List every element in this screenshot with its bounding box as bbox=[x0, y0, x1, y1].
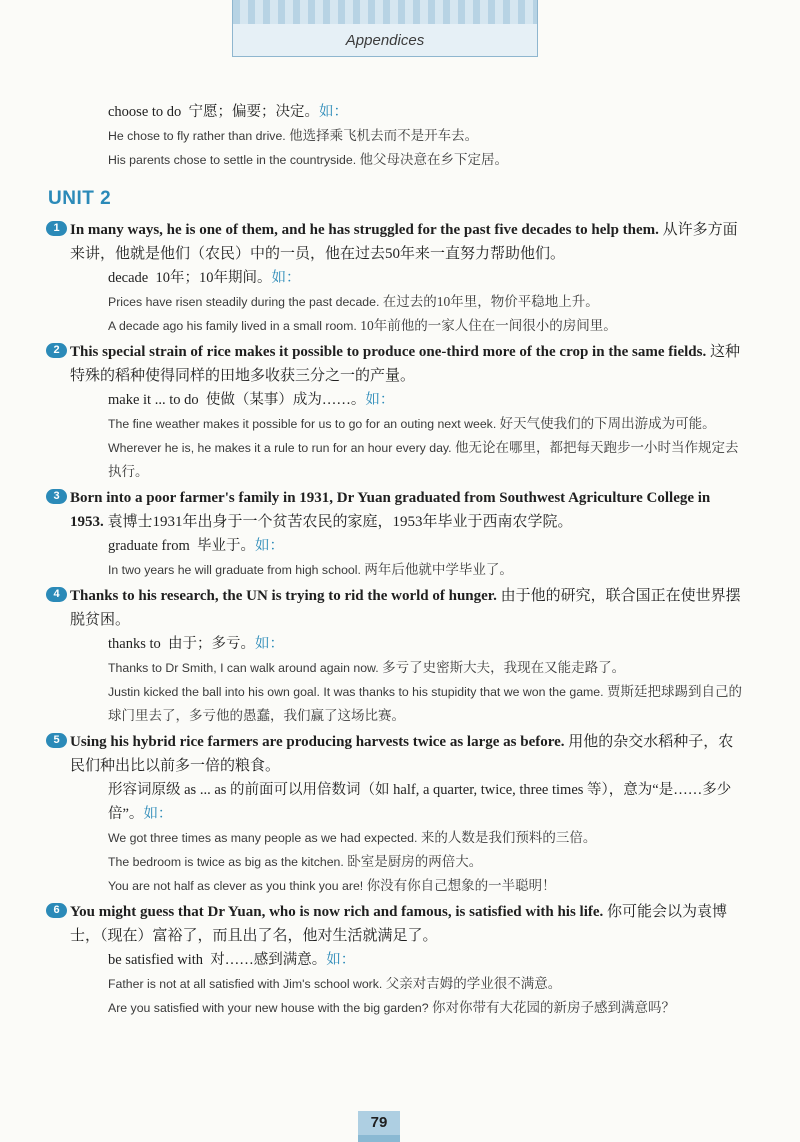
example-cn: 贾斯廷把球踢到自己的球门里去了，多亏他的愚蠢，我们赢了这场比赛。 bbox=[108, 684, 742, 723]
section-title: Appendices bbox=[345, 32, 425, 49]
item-sentence-cn: 从许多方面来讲，他就是他们（农民）中的一员，他在过去50年来一直努力帮助他们。 bbox=[70, 222, 738, 262]
item-examples bbox=[46, 266, 746, 338]
example-en: The bedroom is twice as big as the kitchen. bbox=[108, 855, 344, 869]
phrase: thanks to bbox=[108, 636, 161, 652]
item-sentence-cn: 由于他的研究，联合国正在使世界摆脱贫困。 bbox=[70, 588, 741, 628]
note-item bbox=[46, 486, 746, 582]
item-sentence-cn: 这种特殊的稻种使得同样的田地多收获三分之一的产量。 bbox=[70, 344, 740, 384]
example-en: His parents chose to settle in the countryside. bbox=[108, 153, 357, 167]
example-cn: 在过去的10年里，物价平稳地上升。 bbox=[382, 294, 599, 309]
item-heading bbox=[70, 218, 746, 266]
phrase: be satisfied with bbox=[108, 952, 204, 968]
example-sentence bbox=[108, 412, 746, 436]
example-sentence bbox=[108, 996, 746, 1020]
example-sentence bbox=[108, 290, 746, 314]
example-cn: 他无论在哪里，都把每天跑步一小时当作规定去执行。 bbox=[108, 440, 739, 479]
phrase-line bbox=[108, 778, 746, 826]
item-sentence-en: Born into a poor farmer's family in 1931, Dr Yuan graduated from Southwest Agriculture College in 1953. bbox=[70, 490, 711, 530]
item-examples bbox=[46, 388, 746, 484]
example-sentence bbox=[108, 558, 746, 582]
note-item bbox=[46, 218, 746, 338]
phrase: graduate from bbox=[108, 538, 190, 554]
phrase: 形容词原级 as ... as 的前面可以用倍数词（如 half, a quarter, twice, three times 等），意为“是……多少倍”。 bbox=[108, 782, 732, 822]
example-cn: 10年前他的一家人住在一间很小的房间里。 bbox=[360, 318, 617, 333]
item-examples bbox=[46, 948, 746, 1020]
item-number-badge: 4 bbox=[46, 587, 67, 602]
example-en: Wherever he is, he makes it a rule to run for an hour every day. bbox=[108, 441, 452, 455]
item-heading bbox=[70, 340, 746, 388]
item-examples bbox=[46, 778, 746, 898]
unit-title: UNIT 2 bbox=[48, 188, 112, 209]
item-number-badge: 6 bbox=[46, 903, 67, 918]
example-cn: 他选择乘飞机去而不是开车去。 bbox=[289, 128, 479, 143]
example-en: Justin kicked the ball into his own goal. It was thanks to his stupidity that we won the game. bbox=[108, 685, 604, 699]
example-sentence bbox=[108, 124, 746, 148]
example-cn: 父亲对吉姆的学业很不满意。 bbox=[385, 976, 562, 991]
example-sentence bbox=[108, 874, 746, 898]
item-number-badge: 3 bbox=[46, 489, 67, 504]
example-cn: 两年后他就中学毕业了。 bbox=[364, 562, 513, 577]
phrase: decade bbox=[108, 270, 149, 286]
page-number: 79 bbox=[358, 1111, 400, 1135]
note-item bbox=[46, 900, 746, 1020]
note-item bbox=[46, 584, 746, 728]
example-en: Prices have risen steadily during the past decade. bbox=[108, 295, 380, 309]
item-examples bbox=[46, 534, 746, 582]
item-heading bbox=[70, 900, 746, 948]
example-cn: 多亏了史密斯大夫，我现在又能走路了。 bbox=[382, 660, 626, 675]
example-sentence bbox=[108, 972, 746, 996]
example-sentence bbox=[108, 850, 746, 874]
example-marker: 如： bbox=[255, 636, 285, 652]
phrase-line bbox=[108, 632, 746, 656]
example-en: A decade ago his family lived in a small room. bbox=[108, 319, 357, 333]
note-item bbox=[46, 340, 746, 484]
example-sentence bbox=[108, 680, 746, 728]
phrase-line bbox=[108, 534, 746, 558]
page-content bbox=[46, 100, 746, 1020]
phrase-meaning: 毕业于。 bbox=[196, 538, 255, 554]
example-marker: 如： bbox=[319, 104, 349, 120]
example-sentence bbox=[108, 826, 746, 850]
example-en: The fine weather makes it possible for us to go for an outing next week. bbox=[108, 417, 497, 431]
example-en: Thanks to Dr Smith, I can walk around again now. bbox=[108, 661, 379, 675]
example-marker: 如： bbox=[254, 538, 284, 554]
phrase-meaning: 10年；10年期间。 bbox=[155, 270, 272, 286]
example-en: He chose to fly rather than drive. bbox=[108, 129, 286, 143]
example-marker: 如： bbox=[365, 392, 395, 408]
item-heading bbox=[70, 486, 746, 534]
item-heading bbox=[70, 730, 746, 778]
item-sentence-en: In many ways, he is one of them, and he has struggled for the past five decades to help them. bbox=[70, 222, 659, 238]
example-cn: 你没有你自己想象的一半聪明！ bbox=[366, 878, 556, 893]
example-en: Are you satisfied with your new house with the big garden? bbox=[108, 1001, 429, 1015]
item-sentence-en: You might guess that Dr Yuan, who is now rich and famous, is satisfied with his life. bbox=[70, 904, 604, 920]
phrase-line bbox=[108, 948, 746, 972]
example-sentence bbox=[108, 148, 746, 172]
item-heading bbox=[70, 584, 746, 632]
item-number-badge: 5 bbox=[46, 733, 67, 748]
phrase-line bbox=[108, 100, 746, 124]
item-number-badge: 1 bbox=[46, 221, 67, 236]
example-sentence bbox=[108, 656, 746, 680]
example-marker: 如： bbox=[271, 270, 301, 286]
example-cn: 来的人数是我们预料的三倍。 bbox=[420, 830, 597, 845]
banner-decoration bbox=[233, 0, 537, 24]
item-sentence-cn: 用他的杂交水稻种子，农民们种出比以前多一倍的粮食。 bbox=[70, 734, 734, 774]
example-en: You are not half as clever as you think you are! bbox=[108, 879, 364, 893]
phrase-meaning: 对……感到满意。 bbox=[210, 952, 327, 968]
example-marker: 如： bbox=[143, 806, 173, 822]
phrase-line bbox=[108, 388, 746, 412]
example-en: Father is not at all satisfied with Jim's school work. bbox=[108, 977, 383, 991]
item-number-badge: 2 bbox=[46, 343, 67, 358]
phrase: choose to do bbox=[108, 104, 182, 120]
page-number-strip bbox=[358, 1135, 400, 1142]
intro-block bbox=[46, 100, 746, 172]
item-sentence-en: Thanks to his research, the UN is trying to rid the world of hunger. bbox=[70, 588, 497, 604]
example-marker: 如： bbox=[326, 952, 356, 968]
example-cn: 好天气使我们的下周出游成为可能。 bbox=[499, 416, 716, 431]
phrase-line bbox=[108, 266, 746, 290]
item-sentence-en: This special strain of rice makes it possible to produce one-third more of the crop in the same fields. bbox=[70, 344, 707, 360]
item-sentence-en: Using his hybrid rice farmers are producing harvests twice as large as before. bbox=[70, 734, 565, 750]
example-cn: 他父母决意在乡下定居。 bbox=[359, 152, 509, 167]
example-en: In two years he will graduate from high school. bbox=[108, 563, 361, 577]
phrase-meaning: 由于；多亏。 bbox=[168, 636, 256, 652]
item-examples bbox=[46, 632, 746, 728]
phrase-meaning: 宁愿；偏要；决定。 bbox=[188, 104, 320, 120]
item-sentence-cn: 你可能会以为袁博士，（现在）富裕了，而且出了名，他对生活就满足了。 bbox=[70, 904, 728, 944]
example-en: We got three times as many people as we had expected. bbox=[108, 831, 418, 845]
example-cn: 卧室是厨房的两倍大。 bbox=[347, 854, 483, 869]
header-banner bbox=[232, 0, 538, 57]
example-sentence bbox=[108, 314, 746, 338]
note-item bbox=[46, 730, 746, 898]
item-sentence-cn: 袁博士1931年出身于一个贫苦农民的家庭，1953年毕业于西南农学院。 bbox=[107, 514, 573, 530]
example-cn: 你对你带有大花园的新房子感到满意吗？ bbox=[432, 1000, 676, 1015]
phrase: make it ... to do bbox=[108, 392, 199, 408]
example-sentence bbox=[108, 436, 746, 484]
phrase-meaning: 使做（某事）成为……。 bbox=[205, 392, 366, 408]
